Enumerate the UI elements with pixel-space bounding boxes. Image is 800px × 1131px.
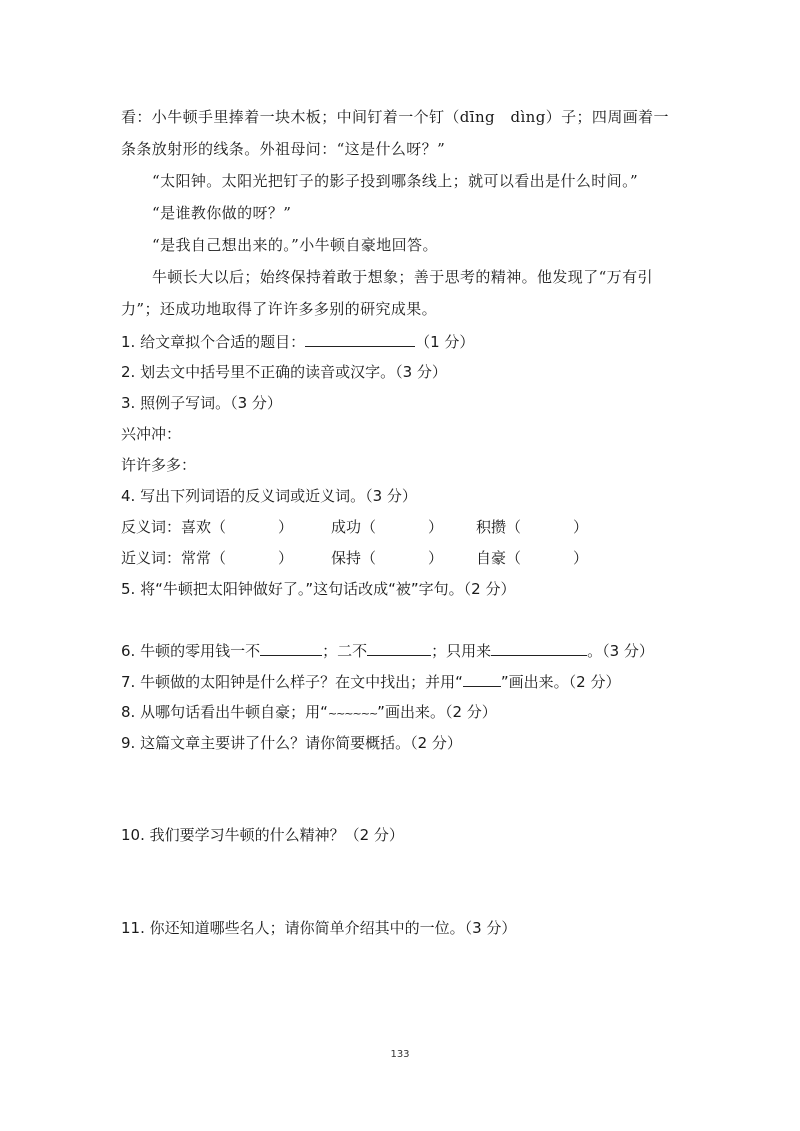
answer-blank-6c[interactable] — [491, 640, 587, 656]
synonym-word: 自豪 — [476, 549, 507, 567]
synonym-item-2 — [331, 548, 443, 568]
passage-line-4: “是谁教你做的呀？” — [152, 204, 292, 222]
question-1-text: 1. 给文章拟个合适的题目： — [121, 333, 306, 351]
passage-line-7: 力”；还成功地取得了许许多多别的研究成果。 — [121, 300, 438, 318]
question-8-part-a: 8. 从哪句话看出牛顿自豪；用“ — [121, 703, 328, 721]
question-10: 10. 我们要学习牛顿的什么精神？（2 分） — [121, 826, 404, 844]
question-11: 11. 你还知道哪些名人；请你简单介绍其中的一位。（3 分） — [121, 919, 517, 937]
question-3-example-1-label: 兴冲冲： — [121, 425, 182, 443]
question-1 — [121, 331, 474, 352]
paren-open: （ — [361, 518, 377, 536]
question-7 — [121, 671, 620, 692]
paren-open: （ — [361, 549, 377, 567]
question-1-score: （1 分） — [415, 333, 475, 351]
question-6-part-d: 。（3 分） — [587, 642, 654, 660]
antonym-word: 成功 — [331, 518, 362, 536]
question-3-example-1 — [121, 424, 181, 444]
synonym-item-1 — [181, 548, 293, 568]
question-6 — [121, 640, 654, 661]
question-5: 5. 将“牛顿把太阳钟做好了。”这句话改成“被”字句。（2 分） — [121, 580, 516, 598]
answer-blank-6a[interactable] — [260, 640, 322, 656]
passage-line-2: 条条放射形的线条。外祖母问：“这是什么呀？” — [121, 140, 446, 158]
paren-close: ） — [278, 518, 294, 536]
passage-line-3: “太阳钟。太阳光把钉子的影子投到哪条线上；就可以看出是什么时间。” — [152, 172, 639, 190]
antonym-item-1 — [181, 517, 293, 537]
passage-line-1: 看：小牛顿手里捧着一块木板；中间钉着一个钉（dīng dìng）子；四周画着一 — [121, 108, 669, 126]
question-9: 9. 这篇文章主要讲了什么？请你简要概括。（2 分） — [121, 734, 462, 752]
question-7-part-b: ”画出来。（2 分） — [500, 673, 621, 691]
paren-open: （ — [506, 549, 522, 567]
answer-blank-title[interactable] — [305, 331, 415, 347]
passage-line-5: “是我自己想出来的。”小牛顿自豪地回答。 — [152, 236, 438, 254]
paren-open: （ — [211, 518, 227, 536]
question-6-part-a: 6. 牛顿的零用钱一不 — [121, 642, 261, 660]
paren-open: （ — [506, 518, 522, 536]
synonym-word: 保持 — [331, 549, 362, 567]
paren-close: ） — [573, 518, 589, 536]
antonym-label: 反义词： — [121, 518, 182, 536]
paren-close: ） — [428, 549, 444, 567]
page-number: 133 — [390, 1049, 410, 1060]
question-3-example-2-label: 许许多多： — [121, 456, 197, 474]
question-8-part-b: ”画出来。（2 分） — [377, 703, 497, 721]
synonym-label: 近义词： — [121, 549, 182, 567]
question-2: 2. 划去文中括号里不正确的读音或汉字。（3 分） — [121, 363, 447, 381]
question-6-part-c: ；只用来 — [431, 642, 492, 660]
question-4: 4. 写出下列词语的反义词或近义词。（3 分） — [121, 487, 417, 505]
question-3: 3. 照例子写词。（3 分） — [121, 394, 282, 412]
question-3-example-2 — [121, 455, 196, 475]
paren-close: ） — [428, 518, 444, 536]
antonym-word: 喜欢 — [181, 518, 212, 536]
answer-blank-6b[interactable] — [367, 640, 431, 656]
antonym-word: 积攒 — [476, 518, 507, 536]
antonym-item-3 — [476, 517, 588, 537]
antonym-item-2 — [331, 517, 443, 537]
paren-open: （ — [211, 549, 227, 567]
question-8 — [121, 702, 497, 724]
underline-sample — [463, 671, 501, 687]
paren-close: ） — [278, 549, 294, 567]
synonym-item-3 — [476, 548, 588, 568]
question-7-part-a: 7. 牛顿做的太阳钟是什么样子？在文中找出；并用“ — [121, 673, 463, 691]
synonym-word: 常常 — [181, 549, 212, 567]
passage-line-6: 牛顿长大以后；始终保持着敢于想象；善于思考的精神。他发现了“万有引 — [152, 268, 653, 286]
paren-close: ） — [573, 549, 589, 567]
wavy-line-sample: ~~~~~~ — [327, 707, 378, 720]
question-6-part-b: ；二不 — [322, 642, 368, 660]
